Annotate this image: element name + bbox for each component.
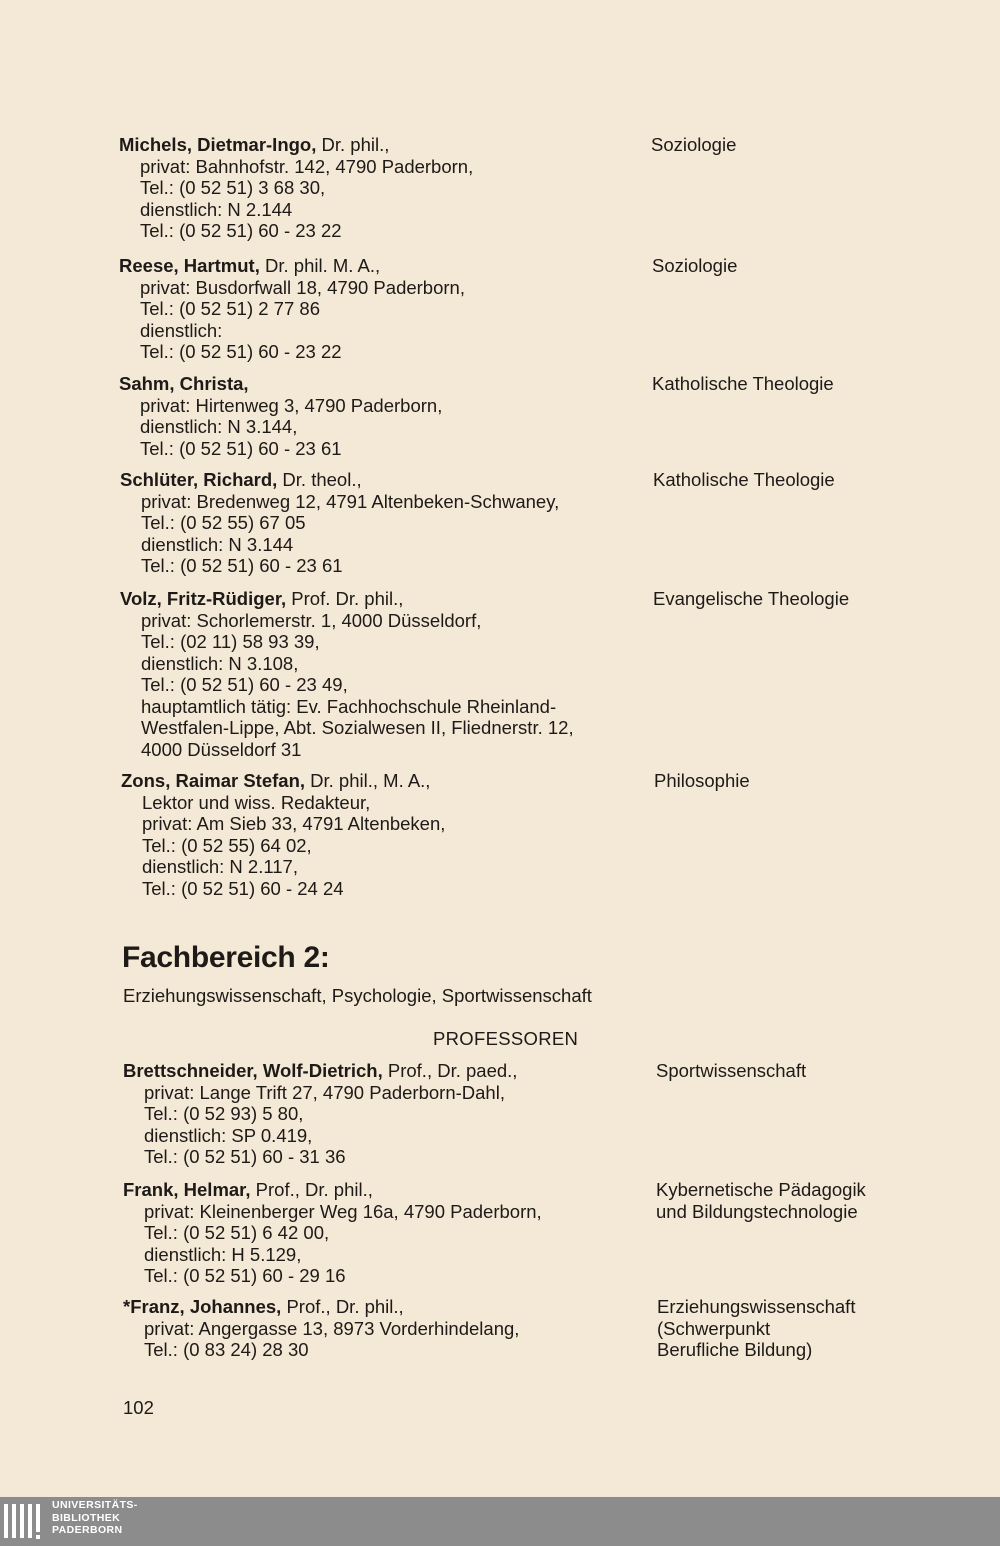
entry-line: Lektor und wiss. Redakteur, xyxy=(142,791,371,813)
group-heading: PROFESSOREN xyxy=(433,1028,579,1049)
entry-title: Prof. Dr. phil., xyxy=(286,588,404,609)
entry-line: dienstlich: xyxy=(140,319,223,341)
library-footer xyxy=(0,1497,1000,1546)
entry-title: Dr. phil. M. A., xyxy=(259,255,381,276)
entry-name: Volz, Fritz-Rüdiger, xyxy=(120,588,287,609)
entry-line: Tel.: (0 52 51) 60 - 23 49, xyxy=(141,674,348,695)
entry-header-line xyxy=(121,770,661,792)
entry-title: Prof., Dr. paed., xyxy=(382,1060,518,1081)
entry-field: Berufliche Bildung) xyxy=(657,1339,813,1360)
library-name-line: UNIVERSITÄTS- xyxy=(52,1499,138,1511)
entry-line: privat: Hirtenweg 3, 4790 Paderborn, xyxy=(140,394,443,416)
entry-field: Katholische Theologie xyxy=(652,373,834,394)
entry-field: Evangelische Theologie xyxy=(653,588,850,609)
library-name xyxy=(52,1499,138,1537)
entry-line: Tel.: (0 52 51) 6 42 00, xyxy=(144,1222,330,1243)
entry-line: privat: Schorlemerstr. 1, 4000 Düsseldorf, xyxy=(141,609,482,631)
entry-name: Sahm, Christa, xyxy=(119,373,249,394)
entry-line: dienstlich: SP 0.419, xyxy=(144,1124,313,1146)
entry-field: Kybernetische Pädagogik xyxy=(656,1179,866,1200)
entry-line: dienstlich: N 2.144 xyxy=(140,198,293,220)
entry-name: Frank, Helmar, xyxy=(123,1179,251,1200)
entry-header-line xyxy=(120,469,660,491)
entry-line: Tel.: (02 11) 58 93 39, xyxy=(141,631,320,652)
entry-line: Tel.: (0 52 51) 60 - 23 22 xyxy=(140,220,342,241)
entry-line: dienstlich: N 3.108, xyxy=(141,652,299,674)
entry-line: Tel.: (0 52 51) 2 77 86 xyxy=(140,298,320,319)
entry-field: Soziologie xyxy=(652,255,738,276)
entry-line: Tel.: (0 52 51) 60 - 23 61 xyxy=(141,555,343,576)
library-name-line: BIBLIOTHEK xyxy=(52,1511,121,1524)
entry-line: Tel.: (0 83 24) 28 30 xyxy=(144,1339,309,1360)
entry-line: Tel.: (0 52 51) 60 - 24 24 xyxy=(142,877,344,899)
page-number: 102 xyxy=(123,1397,154,1418)
entry-line: dienstlich: N 3.144, xyxy=(140,416,298,437)
entry-line: privat: Angergasse 13, 8973 Vorderhindelang, xyxy=(144,1317,520,1339)
entry-line: hauptamtlich tätig: Ev. Fachhochschule Rheinland- xyxy=(141,695,557,717)
entry-line: Tel.: (0 52 51) 60 - 31 36 xyxy=(144,1146,346,1167)
entry-line: Tel.: (0 52 93) 5 80, xyxy=(144,1103,304,1124)
entry-header-line xyxy=(119,134,659,156)
entry-header-line xyxy=(119,373,659,395)
section-title: Fachbereich 2: xyxy=(122,941,330,974)
entry-name: Michels, Dietmar-Ingo, xyxy=(119,134,317,155)
entry-header-line xyxy=(120,588,660,610)
entry-line: privat: Lange Trift 27, 4790 Paderborn-Dahl, xyxy=(144,1081,505,1103)
entry-name: *Franz, Johannes, xyxy=(123,1296,282,1317)
entry-line: privat: Bahnhofstr. 142, 4790 Paderborn, xyxy=(140,155,474,177)
entry-name: Brettschneider, Wolf-Dietrich, xyxy=(123,1060,383,1081)
entry-line: Tel.: (0 52 51) 60 - 23 61 xyxy=(140,437,342,459)
entry-name: Zons, Raimar Stefan, xyxy=(121,770,306,791)
entry-name: Reese, Hartmut, xyxy=(119,255,260,276)
entry-field: Soziologie xyxy=(651,134,737,155)
entry-line: 4000 Düsseldorf 31 xyxy=(141,738,302,760)
entry-line: privat: Kleinenberger Weg 16a, 4790 Paderborn, xyxy=(144,1200,542,1222)
entry-title: Prof., Dr. phil., xyxy=(250,1179,373,1200)
entry-line: dienstlich: N 3.144 xyxy=(141,533,294,555)
entry-field: Sportwissenschaft xyxy=(656,1060,807,1081)
entry-line: privat: Bredenweg 12, 4791 Altenbeken-Schwaney, xyxy=(141,490,560,512)
entry-field: Katholische Theologie xyxy=(653,469,835,490)
entry-line: Tel.: (0 52 51) 60 - 29 16 xyxy=(144,1265,346,1286)
entry-field: Philosophie xyxy=(654,770,750,791)
entry-field: und Bildungstechnologie xyxy=(656,1200,858,1222)
entry-line: Tel.: (0 52 55) 67 05 xyxy=(141,512,306,533)
entry-field: (Schwerpunkt xyxy=(657,1317,771,1339)
entry-header-line xyxy=(119,255,659,277)
entry-line: Tel.: (0 52 51) 3 68 30, xyxy=(140,177,326,198)
entry-header-line xyxy=(123,1179,663,1201)
library-logo-icon xyxy=(3,1500,47,1542)
entry-line: privat: Am Sieb 33, 4791 Altenbeken, xyxy=(142,813,446,834)
entry-title: Dr. phil., xyxy=(316,134,390,155)
entry-line: privat: Busdorfwall 18, 4790 Paderborn, xyxy=(140,276,465,298)
entry-title: Dr. theol., xyxy=(277,469,362,490)
entry-title: Dr. phil., M. A., xyxy=(305,770,431,791)
section-subtitle: Erziehungswissenschaft, Psychologie, Sportwissenschaft xyxy=(123,985,592,1006)
entry-title: Prof., Dr. phil., xyxy=(281,1296,404,1317)
entry-line: dienstlich: N 2.117, xyxy=(142,856,298,877)
entry-header-line xyxy=(123,1060,663,1082)
entry-line: dienstlich: H 5.129, xyxy=(144,1243,302,1265)
entry-line: Tel.: (0 52 51) 60 - 23 22 xyxy=(140,341,342,362)
entry-field: Erziehungswissenschaft xyxy=(657,1296,856,1317)
entry-name: Schlüter, Richard, xyxy=(120,469,278,490)
entry-header-line xyxy=(123,1296,663,1318)
library-name-line: PADERBORN xyxy=(52,1524,123,1536)
entry-line: Tel.: (0 52 55) 64 02, xyxy=(142,834,312,856)
entry-line: Westfalen-Lippe, Abt. Sozialwesen II, Fliednerstr. 12, xyxy=(141,717,574,738)
